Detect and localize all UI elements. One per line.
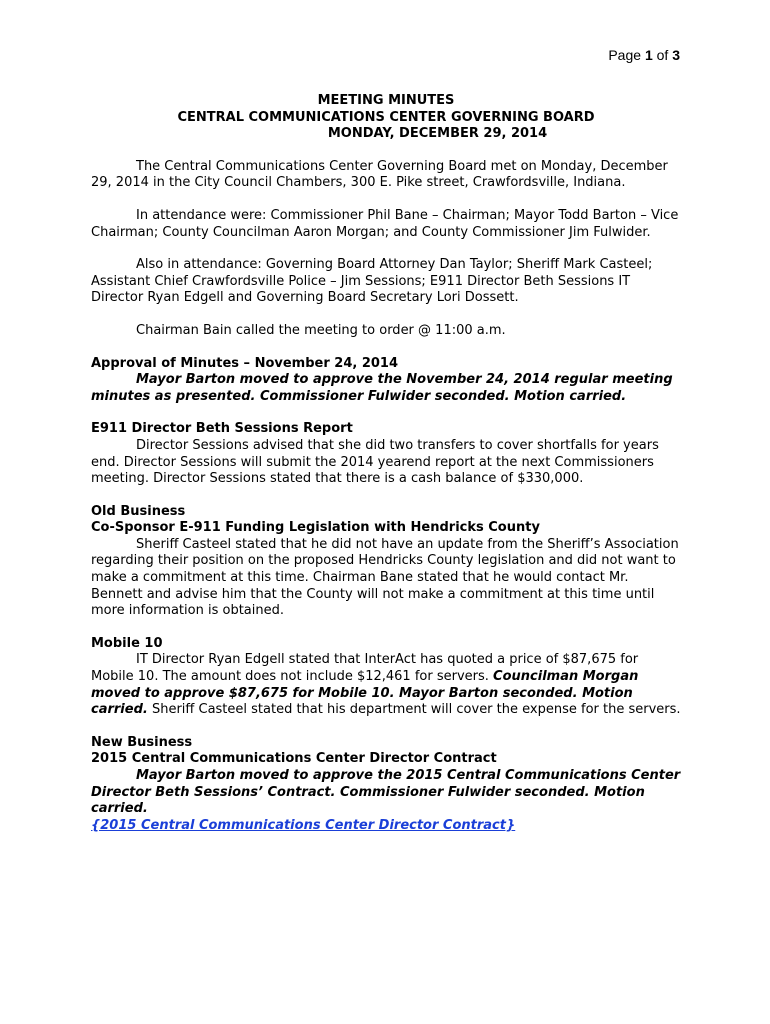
mobile10-paragraph xyxy=(91,652,681,718)
page-label: Page xyxy=(608,47,642,63)
document-body xyxy=(91,93,681,850)
new-business-motion: Mayor Barton moved to approve the 2015 Central Communications Center Director Beth Sessions’ Contract. Commissioner Fulwider seconded. Motion carried. xyxy=(91,768,681,817)
approval-heading: Approval of Minutes – November 24, 2014 xyxy=(91,355,399,371)
mobile10-text-after: Sheriff Casteel stated that his department will cover the expense for the servers. xyxy=(147,702,681,718)
old-business-text: Sheriff Casteel stated that he did not have an update from the Sheriff’s Association regarding their position on the proposed Hendricks County legislation and did not want to make a commitment at this time. Chairman Bane stated that he would contact Mr. Bennett and advise him that the County will not make a commitment at this time until more information is obtained. xyxy=(91,536,679,619)
also-attendance-paragraph: Also in attendance: Governing Board Attorney Dan Taylor; Sheriff Mark Casteel; Assistant Chief Crawfordsville Police – Jim Sessions; E911 Director Beth Sessions IT Director Ryan Edgell and Governing Board Secretary Lori Dossett. xyxy=(91,257,653,306)
new-business-section xyxy=(91,735,681,835)
director-report-text: Director Sessions advised that she did two transfers to cover shortfalls for years end. Director Sessions will submit the 2014 yearend report at the next Commissioners meeting. Director Sessions stated that there is a cash balance of $330,000. xyxy=(91,437,659,487)
intro-paragraph: The Central Communications Center Governing Board met on Monday, December 29, 2014 in the City Council Chambers, 300 E. Pike street, Crawfordsville, Indiana. xyxy=(91,158,668,191)
page-number xyxy=(608,47,680,63)
new-business-heading: New Business xyxy=(91,734,193,750)
document-header xyxy=(91,93,681,143)
new-business-subheading: 2015 Central Communications Center Director Contract xyxy=(91,751,497,767)
header-title: MEETING MINUTES xyxy=(317,93,455,108)
page-total: 3 xyxy=(672,47,680,63)
attendance-paragraph: In attendance were: Commissioner Phil Bane – Chairman; Mayor Todd Barton – Vice Chairman; County Councilman Aaron Morgan; and County Commissioner Jim Fulwider. xyxy=(91,207,679,240)
mobile10-section xyxy=(91,636,681,719)
director-report-section xyxy=(91,421,681,487)
old-business-subheading: Co-Sponsor E-911 Funding Legislation with Hendricks County xyxy=(91,520,540,536)
page-of-label: of xyxy=(656,47,669,63)
director-contract-link[interactable]: {2015 Central Communications Center Director Contract} xyxy=(91,817,516,833)
director-report-heading: E911 Director Beth Sessions Report xyxy=(91,421,353,437)
approval-motion: Mayor Barton moved to approve the November 24, 2014 regular meeting minutes as presented. Commissioner Fulwider seconded. Motion carried. xyxy=(91,372,673,404)
approval-section xyxy=(91,356,681,406)
mobile10-heading: Mobile 10 xyxy=(91,635,163,651)
mobile10-text-before: IT Director Ryan Edgell stated that InterAct has quoted a price of $87,675 for Mobile 10. The amount does not include $12,461 for servers. xyxy=(91,652,639,685)
old-business-heading: Old Business xyxy=(91,503,186,519)
header-date: MONDAY, DECEMBER 29, 2014 xyxy=(327,126,548,142)
mobile10-motion: Councilman Morgan moved to approve $87,675 for Mobile 10. Mayor Barton seconded. Motion carried. xyxy=(91,669,639,718)
header-organization: CENTRAL COMMUNICATIONS CENTER GOVERNING BOARD xyxy=(177,109,595,125)
page-current: 1 xyxy=(644,47,653,63)
call-to-order-paragraph: Chairman Bain called the meeting to order @ 11:00 a.m. xyxy=(136,322,506,338)
old-business-section xyxy=(91,504,681,620)
